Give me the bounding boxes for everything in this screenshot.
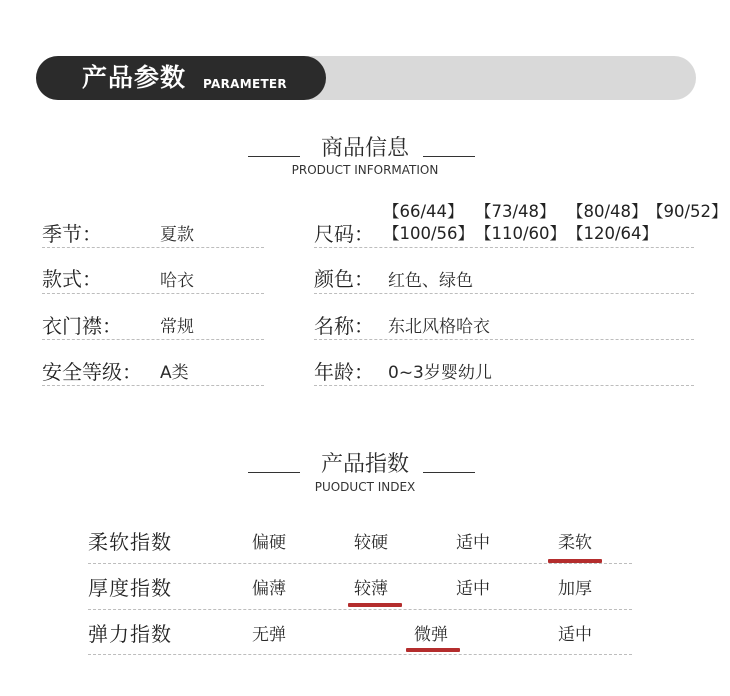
row-divider — [88, 563, 632, 564]
safety-level-label: 安全等级： — [42, 360, 142, 384]
placket-label: 衣门襟： — [42, 314, 122, 338]
elasticity-option: 适中 — [558, 625, 592, 645]
softness-index-label: 柔软指数 — [88, 530, 172, 554]
season-value: 夏款 — [160, 225, 194, 245]
elasticity-option-selected: 微弹 — [414, 625, 448, 645]
row-divider — [314, 293, 694, 294]
size-option: 【120/64】 — [567, 224, 659, 243]
row-divider — [42, 385, 264, 386]
index-section-title: 产品指数 — [320, 452, 409, 477]
softness-option-selected: 柔软 — [558, 533, 592, 553]
thickness-option-selected: 较薄 — [354, 579, 388, 599]
row-divider — [88, 654, 632, 655]
thickness-selected-marker — [348, 603, 402, 607]
thickness-index-label: 厚度指数 — [88, 576, 172, 600]
color-value: 红色、绿色 — [388, 271, 473, 291]
size-option: 【80/48】 — [567, 202, 648, 221]
age-label: 年龄： — [314, 360, 374, 384]
page-title: 产品参数 — [82, 63, 187, 92]
info-section-title: 商品信息 — [320, 136, 409, 161]
row-divider — [42, 247, 264, 248]
thickness-option: 加厚 — [558, 579, 592, 599]
row-divider — [42, 293, 264, 294]
softness-option: 较硬 — [354, 533, 388, 553]
size-option: 【100/56】 — [383, 224, 475, 243]
season-label: 季节： — [42, 222, 102, 246]
safety-level-value: A类 — [160, 363, 189, 383]
placket-value: 常规 — [160, 317, 194, 337]
size-label: 尺码： — [314, 222, 374, 246]
thickness-option: 偏薄 — [252, 579, 286, 599]
age-value: 0~3岁婴幼儿 — [388, 363, 492, 383]
row-divider — [314, 385, 694, 386]
style-label: 款式： — [42, 267, 102, 291]
softness-option: 偏硬 — [252, 533, 286, 553]
row-divider — [42, 339, 264, 340]
name-label: 名称： — [314, 314, 374, 338]
softness-option: 适中 — [456, 533, 490, 553]
info-section-subtitle: PRODUCT INFORMATION — [291, 163, 439, 177]
row-divider — [314, 339, 694, 340]
size-option: 【66/44】 — [383, 202, 464, 221]
index-section-subtitle: PUODUCT INDEX — [314, 480, 416, 494]
elasticity-option: 无弹 — [252, 625, 286, 645]
color-label: 颜色： — [314, 267, 374, 291]
elasticity-selected-marker — [406, 648, 460, 652]
name-value: 东北风格哈衣 — [388, 317, 490, 337]
thickness-option: 适中 — [456, 579, 490, 599]
size-option: 【90/52】 — [647, 202, 728, 221]
elasticity-index-label: 弹力指数 — [88, 622, 172, 646]
style-value: 哈衣 — [160, 271, 194, 291]
row-divider — [88, 609, 632, 610]
row-divider — [314, 247, 694, 248]
size-option: 【73/48】 — [475, 202, 556, 221]
size-option: 【110/60】 — [475, 224, 567, 243]
page-subtitle: PARAMETER — [203, 77, 287, 91]
